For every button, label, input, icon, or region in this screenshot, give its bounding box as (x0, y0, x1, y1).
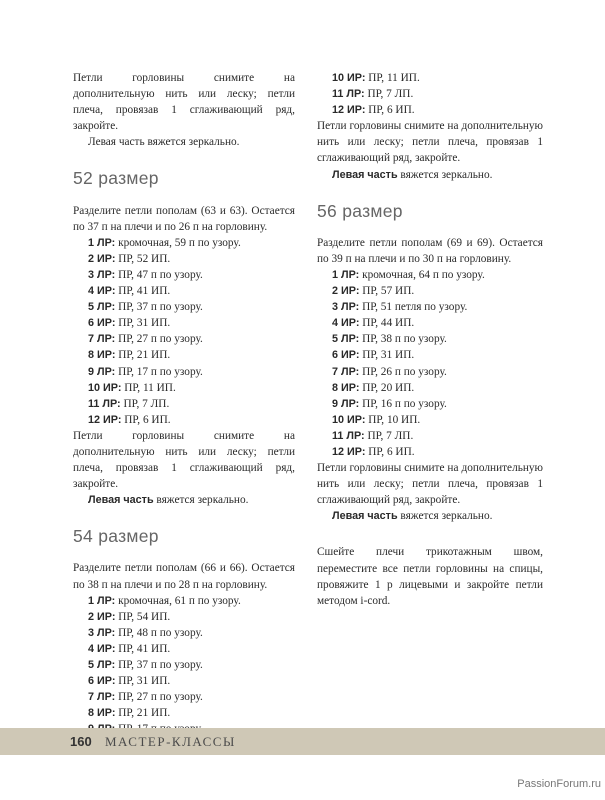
row-instruction: 1 ЛР: кромочная, 61 п по узору. (88, 594, 241, 607)
size54-intro: Разделите петли пополам (66 и 66). Остается по 38 п на плечи и по 28 п на горловину. (73, 562, 295, 591)
row-instruction: 8 ИР: ПР, 20 ИП. (332, 381, 415, 394)
section-heading-54: 54 размер (73, 526, 159, 547)
size54-mirror-note: Левая часть вяжется зеркально. (332, 168, 493, 181)
size56-rows (317, 267, 543, 460)
section-heading-52: 52 размер (73, 168, 159, 189)
row-instruction: 9 ЛР: ПР, 17 п по узору. (88, 365, 203, 378)
section-heading-56: 56 размер (317, 200, 403, 221)
row-instruction: 10 ИР: ПР, 11 ИП. (88, 381, 176, 394)
row-instruction: 1 ЛР: кромочная, 59 п по узору. (88, 236, 241, 249)
row-instruction: 4 ИР: ПР, 41 ИП. (88, 642, 171, 655)
row-instruction: 10 ИР: ПР, 11 ИП. (332, 72, 420, 84)
row-instruction: 9 ЛР: ПР, 16 п по узору. (332, 397, 447, 410)
row-instruction: 12 ИР: ПР, 6 ИП. (332, 104, 415, 117)
size56-closing-paragraph: Петли горловины снимите на дополнительную нить или леску; петли плеча, провязав 1 сглаживающий ряд, закройте. (317, 462, 543, 507)
row-instruction: 7 ЛР: ПР, 27 п по узору. (88, 691, 203, 704)
row-instruction: 12 ИР: ПР, 6 ИП. (88, 413, 171, 426)
row-instruction: 6 ИР: ПР, 31 ИП. (88, 675, 171, 688)
left-column (73, 70, 295, 737)
section-title: МАСТЕР-КЛАССЫ (105, 734, 236, 749)
watermark: PassionForum.ru (517, 778, 601, 790)
size54-rows (73, 593, 295, 738)
size56-mirror-note: Левая часть вяжется зеркально. (332, 510, 493, 523)
row-instruction: 10 ИР: ПР, 10 ИП. (332, 413, 421, 426)
row-instruction: 7 ЛР: ПР, 26 п по узору. (332, 365, 447, 378)
row-instruction: 11 ЛР: ПР, 7 ЛП. (332, 429, 414, 442)
left-intro-mirror-note: Левая часть вяжется зеркально. (88, 136, 240, 149)
left-intro-paragraph: Петли горловины снимите на дополнительную нить или леску; петли плеча, провязав 1 сглаживающий ряд, закройте. (73, 72, 295, 133)
row-instruction: 4 ИР: ПР, 44 ИП. (332, 317, 415, 330)
row-instruction: 3 ЛР: ПР, 51 петля по узору. (332, 301, 468, 314)
right-column (317, 70, 543, 609)
size54-closing-paragraph: Петли горловины снимите на дополнительную нить или леску; петли плеча, провязав 1 сглаживающий ряд, закройте. (317, 120, 543, 165)
row-instruction: 6 ИР: ПР, 31 ИП. (88, 317, 171, 330)
size52-mirror-note: Левая часть вяжется зеркально. (88, 494, 249, 507)
row-instruction: 12 ИР: ПР, 6 ИП. (332, 445, 415, 458)
row-instruction: 8 ИР: ПР, 21 ИП. (88, 707, 171, 720)
size54-continued-rows (317, 70, 543, 118)
row-instruction: 6 ИР: ПР, 31 ИП. (332, 349, 415, 362)
size52-closing-paragraph: Петли горловины снимите на дополнительную нить или леску; петли плеча, провязав 1 сглаживающий ряд, закройте. (73, 429, 295, 491)
final-assembly-paragraph: Сшейте плечи трикотажным швом, переместите все петли горловины на спицы, провяжите 1 р лицевыми и закройте петли методом i-cord. (317, 546, 543, 607)
row-instruction: 2 ИР: ПР, 52 ИП. (88, 252, 171, 265)
row-instruction: 2 ИР: ПР, 54 ИП. (88, 610, 171, 623)
row-instruction: 5 ЛР: ПР, 37 п по узору. (88, 659, 203, 671)
row-instruction: 7 ЛР: ПР, 27 п по узору. (88, 333, 203, 346)
row-instruction: 11 ЛР: ПР, 7 ЛП. (88, 397, 170, 410)
row-instruction: 1 ЛР: кромочная, 64 п по узору. (332, 268, 485, 281)
size52-intro: Разделите петли пополам (63 и 63). Остается по 37 п на плечи и по 26 п на горловину. (73, 204, 295, 233)
row-instruction: 8 ИР: ПР, 21 ИП. (88, 349, 171, 362)
page-footer-bar (0, 728, 605, 755)
size52-rows (73, 235, 295, 428)
row-instruction: 5 ЛР: ПР, 37 п по узору. (88, 301, 203, 314)
row-instruction: 11 ЛР: ПР, 7 ЛП. (332, 88, 414, 101)
row-instruction: 3 ЛР: ПР, 48 п по узору. (88, 626, 203, 639)
page-number: 160 (70, 734, 92, 749)
size56-intro: Разделите петли пополам (69 и 69). Остается по 39 п на плечи и по 30 п на горловину. (317, 236, 543, 265)
row-instruction: 4 ИР: ПР, 41 ИП. (88, 285, 171, 298)
row-instruction: 3 ЛР: ПР, 47 п по узору. (88, 268, 203, 281)
row-instruction: 5 ЛР: ПР, 38 п по узору. (332, 333, 447, 346)
row-instruction: 2 ИР: ПР, 57 ИП. (332, 285, 415, 298)
